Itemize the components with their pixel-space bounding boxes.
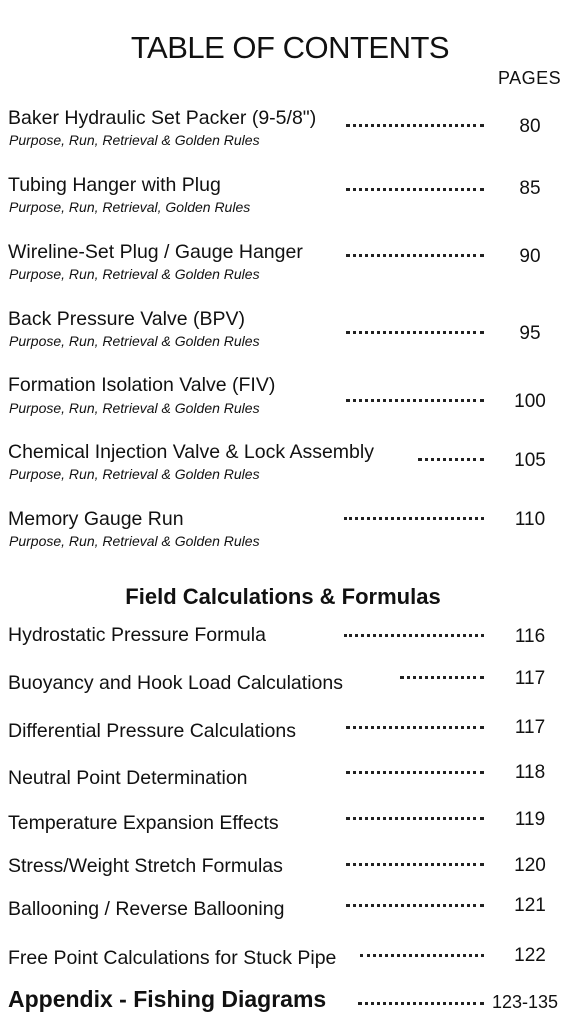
toc-entry-subtitle: Purpose, Run, Retrieval & Golden Rules (9, 266, 260, 282)
calc-item-title[interactable]: Differential Pressure Calculations (8, 720, 296, 742)
calc-item-title[interactable]: Temperature Expansion Effects (8, 812, 279, 834)
toc-entry-page[interactable]: 100 (514, 391, 546, 412)
calc-item-page[interactable]: 120 (514, 855, 546, 876)
leader-dots (358, 1002, 484, 1005)
appendix-page-range[interactable]: 123-135 (492, 992, 559, 1012)
leader-dots (346, 817, 484, 820)
leader-dots (346, 399, 484, 402)
leader-dots (344, 634, 484, 637)
leader-dots (418, 458, 484, 461)
leader-dots (346, 331, 484, 334)
leader-dots (344, 517, 484, 520)
toc-entry-subtitle: Purpose, Run, Retrieval & Golden Rules (9, 132, 260, 148)
toc-entry-page[interactable]: 105 (514, 450, 546, 471)
calc-item-page[interactable]: 121 (514, 895, 546, 916)
pages-column-header: PAGES (498, 68, 562, 88)
toc-entry-subtitle: Purpose, Run, Retrieval & Golden Rules (9, 400, 260, 416)
calc-item-title[interactable]: Free Point Calculations for Stuck Pipe (8, 947, 337, 969)
toc-entry-title[interactable]: Wireline-Set Plug / Gauge Hanger (8, 241, 303, 263)
calc-item-title[interactable]: Hydrostatic Pressure Formula (8, 624, 266, 646)
calc-item-page[interactable]: 116 (514, 626, 546, 647)
leader-dots (346, 863, 484, 866)
calc-item-title[interactable]: Buoyancy and Hook Load Calculations (8, 672, 343, 694)
toc-entry-page[interactable]: 90 (519, 246, 541, 267)
toc-entry-subtitle: Purpose, Run, Retrieval, Golden Rules (9, 199, 251, 215)
toc-entry-page[interactable]: 95 (519, 323, 541, 344)
toc-entry-title[interactable]: Baker Hydraulic Set Packer (9-5/8") (8, 107, 317, 129)
toc-entry-title[interactable]: Formation Isolation Valve (FIV) (8, 374, 276, 396)
toc-entry-subtitle: Purpose, Run, Retrieval & Golden Rules (9, 333, 260, 349)
toc-entry-page[interactable]: 85 (519, 178, 541, 199)
toc-entry-subtitle: Purpose, Run, Retrieval & Golden Rules (9, 533, 260, 549)
toc-entry-title[interactable]: Memory Gauge Run (8, 508, 184, 530)
page-title: TABLE OF CONTENTS (130, 30, 450, 65)
toc-entry-page[interactable]: 110 (514, 509, 546, 530)
calc-item-page[interactable]: 117 (514, 668, 546, 689)
calc-item-title[interactable]: Neutral Point Determination (8, 767, 248, 789)
leader-dots (346, 904, 484, 907)
leader-dots (346, 124, 484, 127)
leader-dots (346, 254, 484, 257)
section-heading-field-calculations: Field Calculations & Formulas (125, 584, 441, 609)
leader-dots (346, 771, 484, 774)
toc-entry-title[interactable]: Back Pressure Valve (BPV) (8, 308, 245, 330)
toc-entry-subtitle: Purpose, Run, Retrieval & Golden Rules (9, 466, 260, 482)
leader-dots (346, 188, 484, 191)
toc-entry-page[interactable]: 80 (519, 116, 541, 137)
appendix-title[interactable]: Appendix - Fishing Diagrams (8, 986, 327, 1012)
leader-dots (346, 726, 484, 729)
leader-dots (360, 954, 484, 957)
calc-item-page[interactable]: 122 (514, 945, 546, 966)
calc-item-page[interactable]: 118 (514, 762, 546, 783)
toc-entry-title[interactable]: Tubing Hanger with Plug (8, 174, 221, 196)
calc-item-page[interactable]: 117 (514, 717, 546, 738)
calc-item-title[interactable]: Stress/Weight Stretch Formulas (8, 855, 283, 877)
calc-item-title[interactable]: Ballooning / Reverse Ballooning (8, 898, 285, 920)
toc-entry-title[interactable]: Chemical Injection Valve & Lock Assembly (8, 441, 374, 463)
calc-item-page[interactable]: 119 (514, 809, 546, 830)
leader-dots (400, 676, 484, 679)
